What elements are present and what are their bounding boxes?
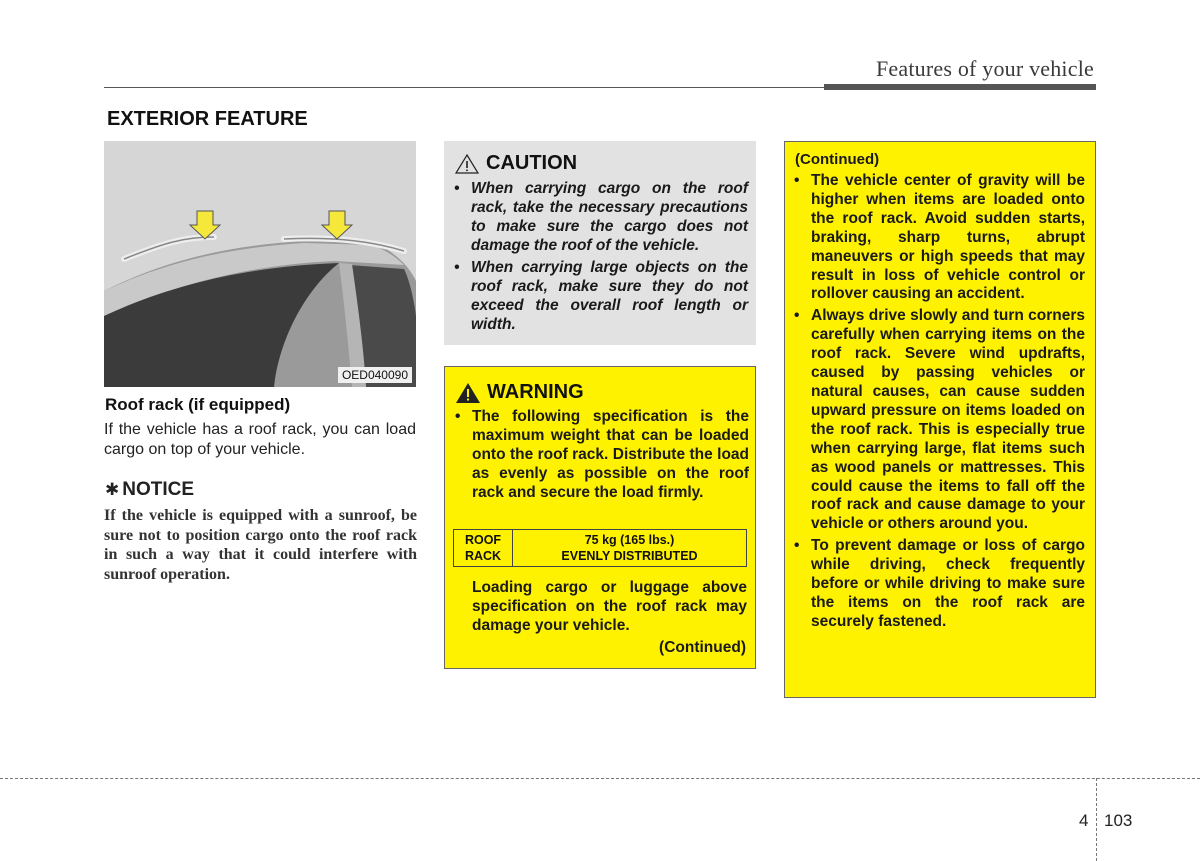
caution-title: CAUTION — [486, 152, 578, 174]
car-roof-illustration — [104, 141, 416, 387]
page-number: 103 — [1104, 811, 1133, 830]
list-item: • The vehicle center of gravity will be higher when items are loaded onto the roof rack. Avoid sudden starts, braking, sharp turns, abrupt maneuvers or high speeds that may result in loss of vehicle control or rollover causing an accident. — [794, 172, 1085, 304]
notice-title-text: NOTICE — [122, 479, 195, 500]
caution-header — [454, 152, 577, 175]
warning-triangle-icon — [455, 382, 481, 404]
warning-title: WARNING — [487, 381, 584, 403]
caution-triangle-icon — [454, 153, 480, 175]
spec-value-line: 75 kg (165 lbs.) — [584, 533, 675, 547]
notice-text: If the vehicle is equipped with a sunroof, be sure not to position cargo onto the roof rack in such a way that it could interfere with sunroof operation. — [104, 507, 417, 583]
caution-box — [444, 141, 756, 345]
spec-label-line: ROOF — [464, 533, 502, 547]
roof-rack-title: Roof rack (if equipped) — [105, 395, 291, 414]
asterisk-icon: ✱ — [105, 480, 120, 499]
roof-rack-photo — [104, 141, 416, 387]
photo-code: OED040090 — [338, 367, 412, 383]
list-item: • To prevent damage or loss of cargo while driving, check frequently before or while driving to make sure the items on the roof rack are securely fastened. — [794, 537, 1085, 632]
footer-vertical-divider — [1096, 778, 1097, 861]
section-title: Features of your vehicle — [875, 56, 1094, 81]
page-heading: EXTERIOR FEATURE — [107, 108, 308, 130]
caution-list — [454, 179, 748, 337]
warning-box — [444, 366, 756, 669]
warning-header — [455, 381, 584, 404]
notice-title — [105, 479, 194, 501]
spec-label — [454, 530, 513, 567]
list-item: • Always drive slowly and turn corners carefully when carrying items on the roof rack. Severe wind updrafts, caused by passing vehicles or natural causes, can cause sudden upward pressure on items loaded on the roof rack. This is especially true when carrying large, flat items such as wood panels or mattresses. This could cause the items to fall off the roof rack and cause damage to your vehicle or others around you. — [794, 307, 1085, 534]
warning-list — [455, 407, 749, 502]
spec-label-line: RACK — [464, 549, 502, 563]
roof-rack-description: If the vehicle has a roof rack, you can load cargo on top of your vehicle. — [104, 421, 416, 458]
list-item: • When carrying cargo on the roof rack, take the necessary precautions to make sure the cargo does not damage the roof of the vehicle. — [454, 179, 748, 255]
chapter-number: 4 — [1079, 811, 1089, 830]
header-rule-accent — [824, 84, 1096, 90]
footer-divider — [0, 778, 1200, 779]
spec-value — [513, 530, 747, 567]
list-item: • When carrying large objects on the roof rack, make sure they do not exceed the overall roof length or width. — [454, 258, 748, 334]
continued-label: (Continued) — [659, 639, 746, 656]
continued-warning-box — [784, 141, 1096, 698]
roof-rack-spec-table — [453, 529, 747, 567]
continued-heading: (Continued) — [795, 151, 880, 168]
spec-value-line: EVENLY DISTRIBUTED — [561, 549, 698, 563]
continued-list — [794, 172, 1085, 635]
list-item: • The following specification is the maximum weight that can be loaded onto the roof rack. Distribute the load as evenly as possible on the roof rack and secure the load firmly. — [455, 407, 749, 502]
warning-paragraph: Loading cargo or luggage above specification on the roof rack may damage your vehicle. — [472, 579, 747, 634]
